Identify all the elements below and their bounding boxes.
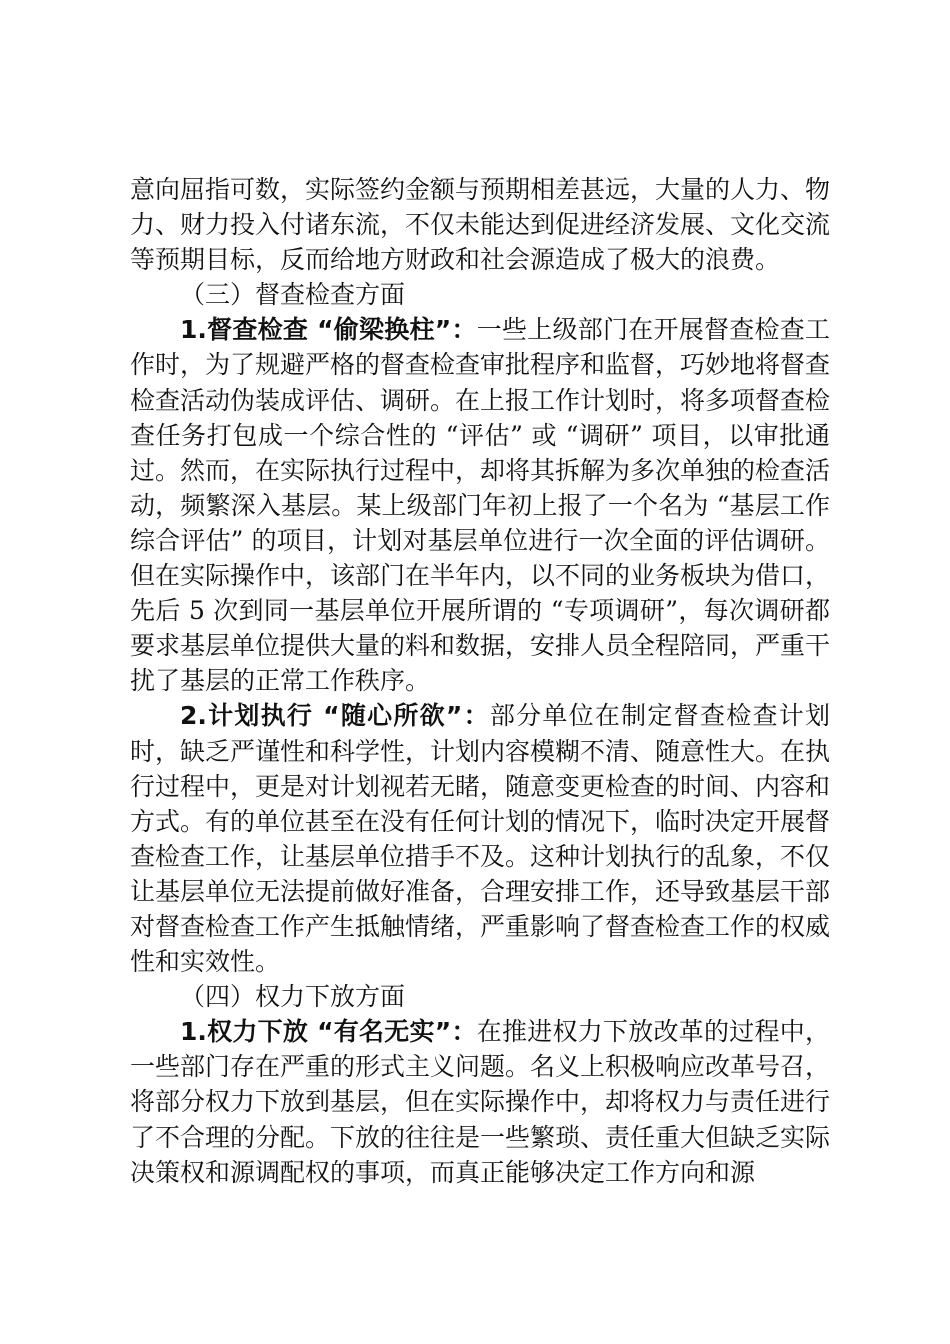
section-heading-supervision: （三）督查检查方面 [180, 280, 406, 310]
section-heading-delegation: （四）权力下放方面 [180, 982, 406, 1012]
document-page [130, 172, 830, 1190]
item-lead-3-2: 2.计划执行 “随心所欲”： [180, 701, 490, 731]
item-paragraph-4-1 [130, 1014, 830, 1189]
item-body-4-1: 在推进权力下放改革的过程中，一些部门存在严重的形式主义问题。名义上积极响应改革号召，将部分权力下放到基层，但在实际操作中，却将权力与责任进行了不合理的分配。下放的往往是一些繁琐、责任重大但缺乏实际决策权和源调配权的事项，而真正能够决定工作方向和源 [130, 1017, 831, 1187]
item-body-3-2: 部分单位在制定督查检查计划时，缺乏严谨性和科学性，计划内容模糊不清、随意性大。在执行过程中，更是对计划视若无睹，随意变更检查的时间、内容和方式。有的单位甚至在没有任何计划的情况下，临时决定开展督查检查工作，让基层单位措手不及。这种计划执行的乱象，不仅让基层单位无法提前做好准备，合理安排工作，还导致基层干部对督查检查工作产生抵触情绪，严重影响了督查检查工作的权威性和实效性。 [130, 701, 831, 977]
item-paragraph-3-2 [130, 698, 830, 979]
item-lead-4-1: 1.权力下放 “有名无实”： [180, 1017, 477, 1047]
item-body-3-1: 一些上级部门在开展督查检查工作时，为了规避严格的督查检查审批程序和监督，巧妙地将督查检查活动伪装成评估、调研。在上报工作计划时，将多项督查检查任务打包成一个综合性的 “评估” 或 “调研” 项目，以审批通过。然而，在实际执行过程中，却将其拆解为多次单独的检查活动，频繁深入基层。某上级部门年初上报了一个名为 “基层工作综合评估” 的项目，计划对基层单位进行一次全面的评估调研。但在实际操作中，该部门在半年内，以不同的业务板块为借口，先后 5 次到同一基层单位开展所谓的 “专项调研”，每次调研都要求基层单位提供大量的料和数据，安排人员全程陪同，严重干扰了基层的正常工作秩序。 [130, 315, 831, 696]
continuation-paragraph: 意向屈指可数，实际签约金额与预期相差甚远，大量的人力、物力、财力投入付诸东流，不仅未能达到促进经济发展、文化交流等预期目标，反而给地方财政和社会源造成了极大的浪费。 [130, 175, 831, 275]
item-lead-3-1: 1.督查检查 “偷梁换柱”： [180, 315, 477, 345]
item-paragraph-3-1 [130, 312, 830, 698]
